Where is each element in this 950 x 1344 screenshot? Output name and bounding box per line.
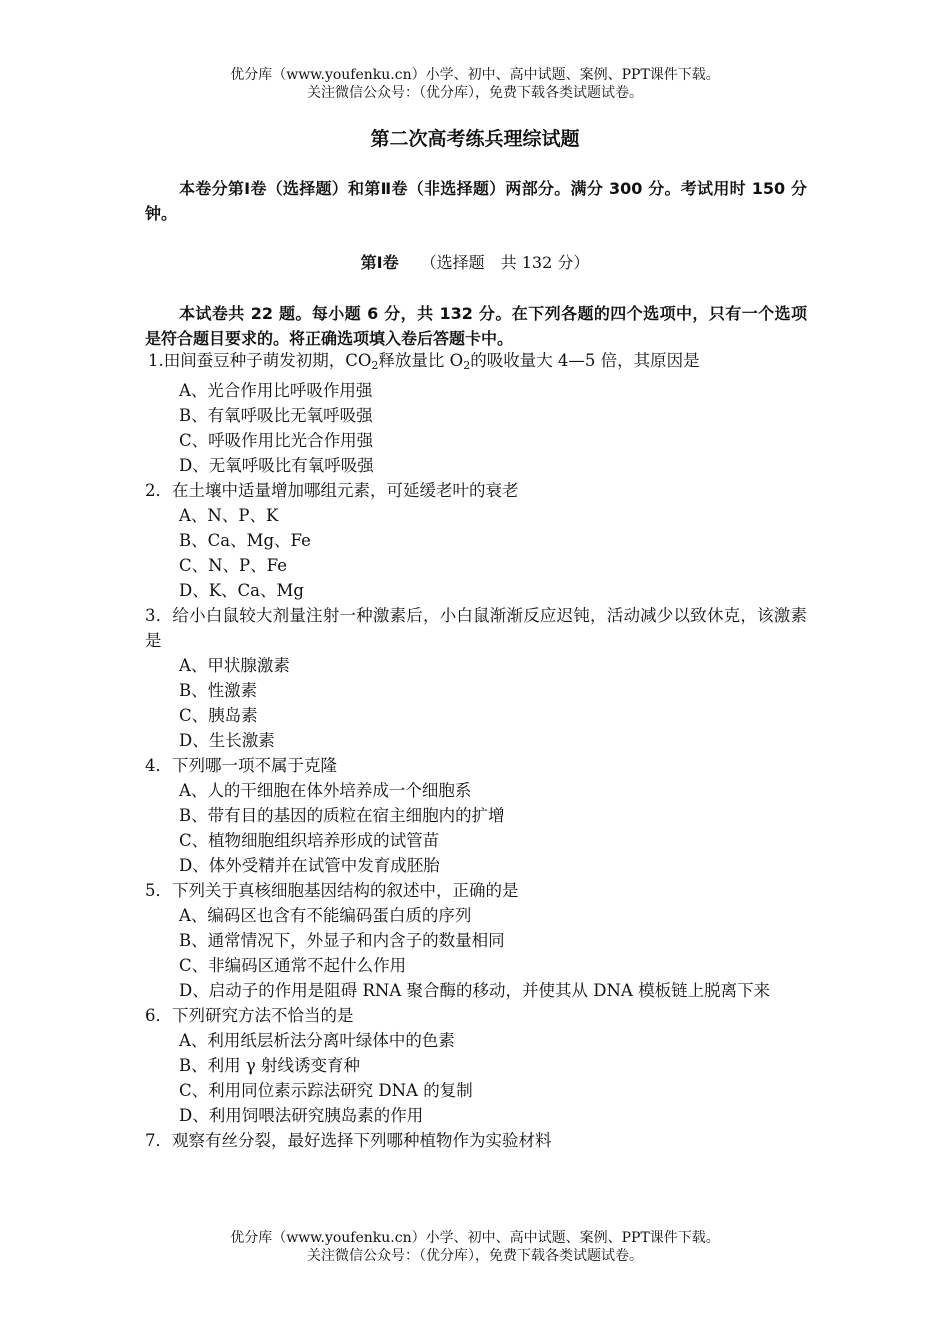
section-detail: （选择题 共 132 分） [420,253,590,272]
question-1 [145,348,807,478]
option-b: B、有氧呼吸比无氧呼吸强 [179,406,373,425]
option-c: C、利用同位素示踪法研究 DNA 的复制 [179,1081,473,1100]
question-2 [145,478,807,603]
option-d: D、K、Ca、Mg [179,581,304,600]
option-c: C、非编码区通常不起什么作用 [179,956,407,975]
option-d: D、体外受精并在试管中发育成胚胎 [179,856,440,875]
option-a: A、光合作用比呼吸作用强 [179,381,373,400]
footer-line-1: 优分库（www.youfenku.cn）小学、初中、高中试题、案例、PPT课件下载。 [230,1230,720,1246]
option-c: C、胰岛素 [179,706,258,725]
option-a: A、人的干细胞在体外培养成一个细胞系 [179,781,472,800]
option-c: C、N、P、Fe [179,556,287,575]
option-a: A、甲状腺激素 [179,656,290,675]
question-stem: 3．给小白鼠较大剂量注射一种激素后，小白鼠渐渐反应迟钝，活动减少以致休克，该激素是 [145,606,807,650]
question-7 [145,1128,807,1153]
option-d: D、生长激素 [179,731,275,750]
page-header [0,66,950,102]
exam-intro: 本卷分第Ⅰ卷（选择题）和第Ⅱ卷（非选择题）两部分。满分 300 分。考试用时 150 分钟。 [145,179,807,223]
header-line-1: 优分库（www.youfenku.cn）小学、初中、高中试题、案例、PPT课件下载。 [230,67,720,83]
question-list [145,348,807,1153]
section-instructions: 本试卷共 22 题。每小题 6 分，共 132 分。在下列各题的四个选项中，只有一个选项是符合题目要求的。将正确选项填入卷后答题卡中。 [145,304,807,348]
question-3 [145,603,807,753]
option-b: B、利用 γ 射线诱变育种 [179,1056,360,1075]
option-a: A、利用纸层析法分离叶绿体中的色素 [179,1031,455,1050]
option-b: B、通常情况下，外显子和内含子的数量相同 [179,931,505,950]
page-footer [0,1229,950,1265]
header-line-2: 关注微信公众号：（优分库），免费下载各类试题试卷。 [307,85,643,101]
question-stem: 1.田间蚕豆种子萌发初期，$CO_2$释放量比 $O_2$的吸收量大 4—5 倍，其原因是 [148,351,700,372]
question-stem: 7．观察有丝分裂，最好选择下列哪种植物作为实验材料 [145,1131,552,1150]
exam-title: 第二次高考练兵理综试题 [370,128,580,150]
question-stem: 4．下列哪一项不属于克隆 [145,756,337,775]
question-stem: 6．下列研究方法不恰当的是 [145,1006,354,1025]
question-6 [145,1003,807,1128]
option-c: C、呼吸作用比光合作用强 [179,431,374,450]
section-label: 第Ⅰ卷 [360,253,399,272]
option-d: D、无氧呼吸比有氧呼吸强 [179,456,374,475]
question-stem: 5．下列关于真核细胞基因结构的叙述中，正确的是 [145,881,519,900]
option-d: D、启动子的作用是阻碍 RNA 聚合酶的移动，并使其从 DNA 模板链上脱离下来 [179,981,771,1000]
option-a: A、N、P、K [179,506,279,525]
question-4 [145,753,807,878]
footer-line-2: 关注微信公众号：（优分库），免费下载各类试题试卷。 [307,1248,643,1264]
section-heading [0,250,950,273]
option-d: D、利用饲喂法研究胰岛素的作用 [179,1106,424,1125]
option-b: B、性激素 [179,681,258,700]
option-b: B、带有目的基因的质粒在宿主细胞内的扩增 [179,806,505,825]
option-a: A、编码区也含有不能编码蛋白质的序列 [179,906,472,925]
option-c: C、植物细胞组织培养形成的试管苗 [179,831,440,850]
question-5 [145,878,807,1003]
question-stem: 2．在土壤中适量增加哪组元素，可延缓老叶的衰老 [145,481,519,500]
option-b: B、Ca、Mg、Fe [179,531,311,550]
